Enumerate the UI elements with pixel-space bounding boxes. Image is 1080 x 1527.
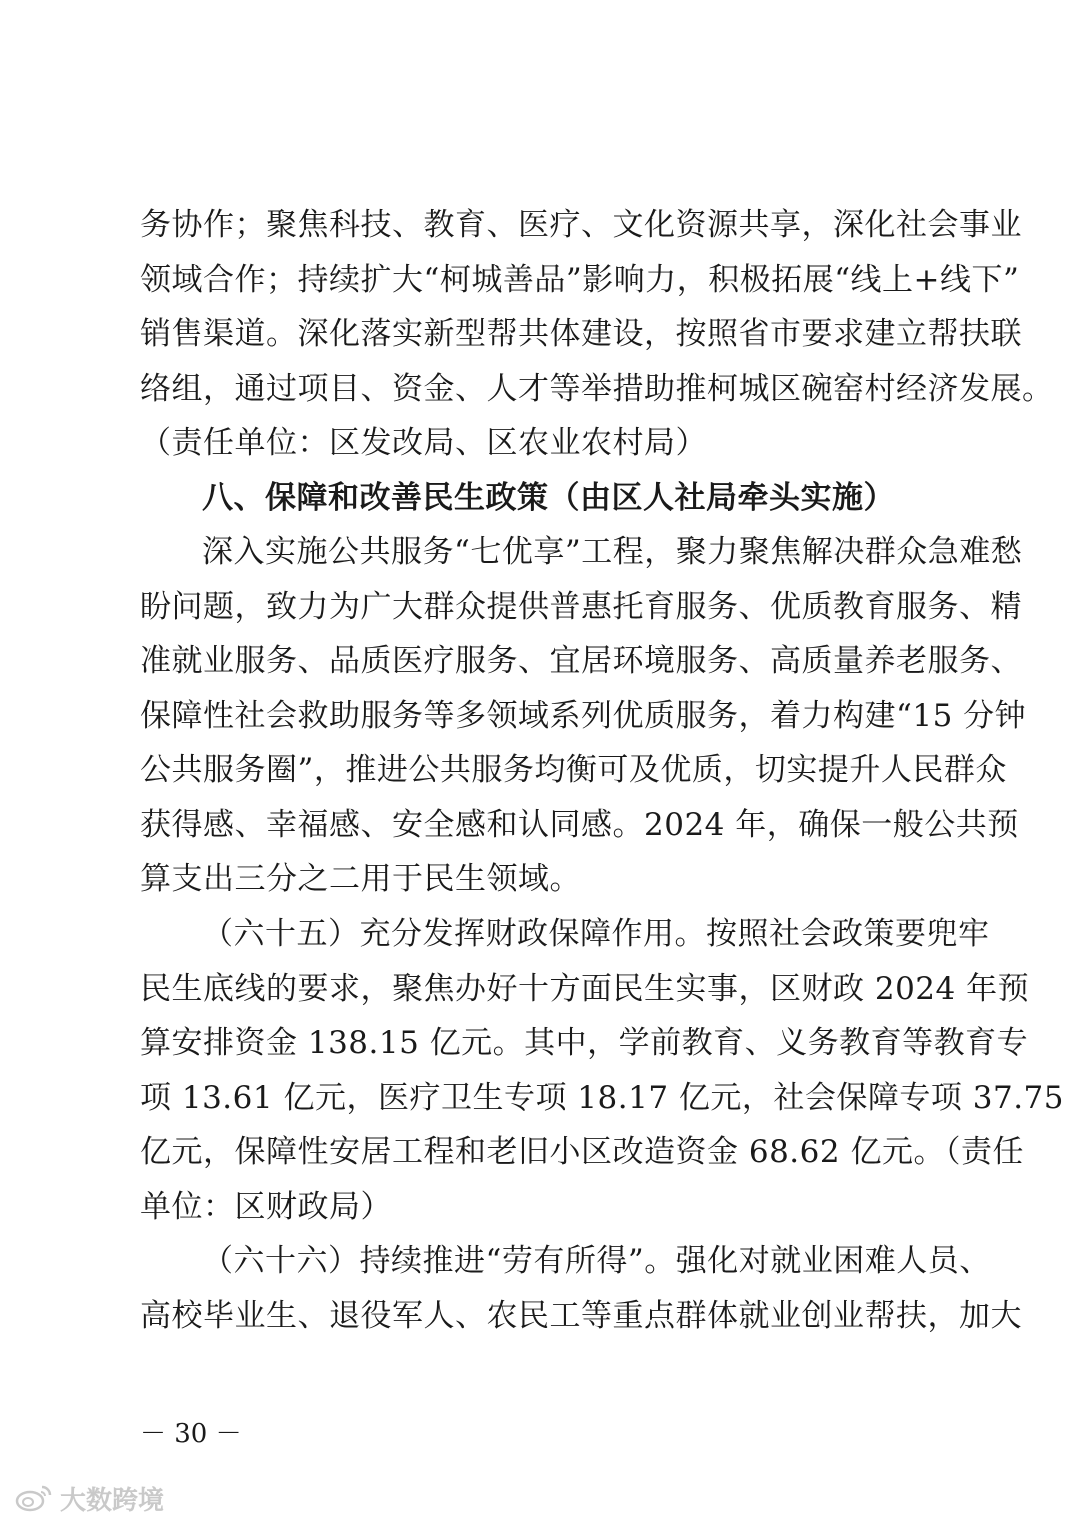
text-line: 盼问题，致力为广大群众提供普惠托育服务、优质教育服务、精: [140, 589, 1022, 625]
text-line: 算支出三分之二用于民生领域。: [140, 861, 581, 897]
text-line: 准就业服务、品质医疗服务、宜居环境服务、高质量养老服务、: [140, 643, 1022, 679]
text-line: 领域合作；持续扩大“柯城善品”影响力，积极拓展“线上+线下”: [140, 262, 1020, 298]
text-line: （责任单位：区发改局、区农业农村局）: [140, 425, 707, 461]
watermark: [14, 1480, 164, 1516]
page-number: － 30 －: [140, 1419, 242, 1449]
section-heading: 八、保障和改善民生政策（由区人社局牵头实施）: [202, 480, 895, 516]
text-line: 算安排资金 138.15 亿元。其中，学前教育、义务教育等教育专: [140, 1025, 1029, 1061]
text-line: 项 13.61 亿元，医疗卫生专项 18.17 亿元，社会保障专项 37.75: [140, 1080, 1065, 1116]
text-line: （六十五）充分发挥财政保障作用。按照社会政策要兜牢: [202, 916, 990, 952]
text-line: 务协作；聚焦科技、教育、医疗、文化资源共享，深化社会事业: [140, 207, 1022, 243]
text-line: 络组，通过项目、资金、人才等举措助推柯城区碗窑村经济发展。: [140, 371, 1054, 407]
text-line: 高校毕业生、退役军人、农民工等重点群体就业创业帮扶，加大: [140, 1298, 1022, 1334]
text-line: 深入实施公共服务“七优享”工程，聚力聚焦解决群众急难愁: [202, 534, 1023, 570]
weibo-logo-icon: [14, 1483, 54, 1513]
text-line: 获得感、幸福感、安全感和认同感。2024 年，确保一般公共预: [140, 807, 1019, 843]
text-line: （六十六）持续推进“劳有所得”。强化对就业困难人员、: [202, 1243, 991, 1279]
text-line: 民生底线的要求，聚焦办好十方面民生实事，区财政 2024 年预: [140, 971, 1030, 1007]
text-line: 单位：区财政局）: [140, 1189, 392, 1225]
text-line: 保障性社会救助服务等多领域系列优质服务，着力构建“15 分钟: [140, 698, 1027, 734]
text-line: 亿元，保障性安居工程和老旧小区改造资金 68.62 亿元。（责任: [140, 1134, 1024, 1170]
watermark-text: 大数跨境: [60, 1485, 165, 1516]
text-line: 销售渠道。深化落实新型帮共体建设，按照省市要求建立帮扶联: [140, 316, 1022, 352]
text-line: 公共服务圈”，推进公共服务均衡可及优质，切实提升人民群众: [140, 752, 1007, 788]
